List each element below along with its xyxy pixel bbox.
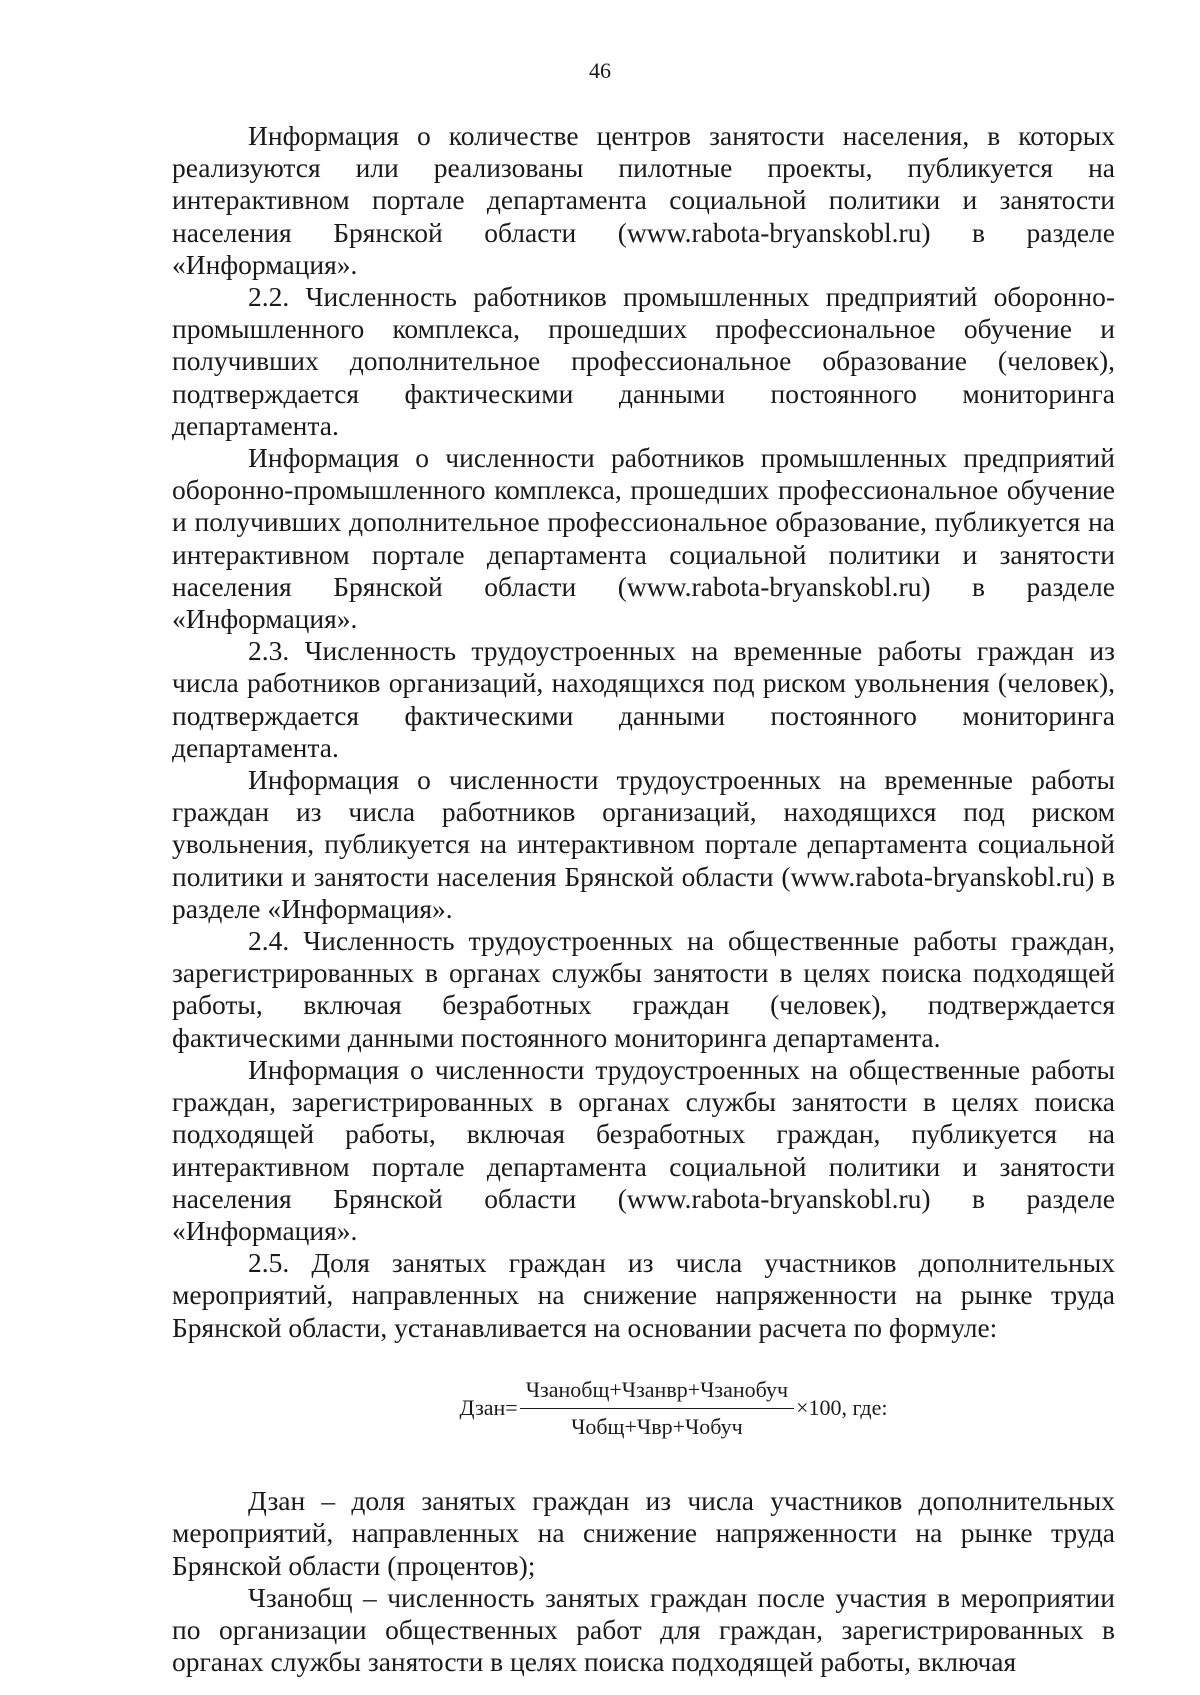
paragraph-2-3-info: Информация о численности трудоустроенных на временные работы граждан из числа работников организаций, находящихся под риском увольнения, публикуется на интерактивном портале департамента социальной политики и занятости населения Брянской области (www.rabota-bryanskobl.ru) в разделе «Информация». <box>172 764 1115 924</box>
page-number: 46 <box>589 58 611 83</box>
paragraph-2-4-info: Информация о численности трудоустроенных на общественные работы граждан, зарегистрированных в органах службы занятости в целях поиска подходящей работы, включая безработных граждан, публикуется на интерактивном портале департамента социальной политики и занятости населения Брянской области (www.rabota-bryanskobl.ru) в разделе «Информация». <box>172 1053 1115 1246</box>
paragraph-2-4: 2.4. Численность трудоустроенных на общественные работы граждан, зарегистрированных в органах службы занятости в целях поиска подходящей работы, включая безработных граждан (человек), подтверждается фактическими данными постоянного мониторинга департамента. <box>172 925 1115 1053</box>
paragraph-2-5: 2.5. Доля занятых граждан из числа участников дополнительных мероприятий, направленных на снижение напряженности на рынке труда Брянской области, устанавливается на основании расчета по формуле: <box>172 1247 1115 1343</box>
formula-denominator: Чобщ+Чвр+Чобуч <box>571 1413 743 1439</box>
paragraph-2-2-info: Информация о численности работников промышленных предприятий оборонно-промышленного комплекса, прошедших профессиональное обучение и получивших дополнительное профессиональное образование, публикуется на интерактивном портале департамента социальной политики и занятости населения Брянской области (www.rabota-bryanskobl.ru) в разделе «Информация». <box>172 442 1115 635</box>
formula-fraction <box>520 1374 794 1443</box>
formula <box>172 1374 1115 1443</box>
formula-numerator: Чзанобщ+Чзанвр+Чзанобуч <box>520 1374 794 1409</box>
document-body <box>172 120 1115 1678</box>
formula-suffix: ×100, где: <box>796 1395 888 1421</box>
paragraph-2-3: 2.3. Численность трудоустроенных на временные работы граждан из числа работников организаций, находящихся под риском увольнения (человек), подтверждается фактическими данными постоянного мониторинга департамента. <box>172 635 1115 763</box>
paragraph-2-2: 2.2. Численность работников промышленных предприятий оборонно-промышленного комплекса, прошедших профессиональное обучение и получивших дополнительное профессиональное образование (человек), подтверждается фактическими данными постоянного мониторинга департамента. <box>172 281 1115 441</box>
paragraph-centers-info: Информация о количестве центров занятости населения, в которых реализуются или реализованы пилотные проекты, публикуется на интерактивном портале департамента социальной политики и занятости населения Брянской области (www.rabota-bryanskobl.ru) в разделе «Информация». <box>172 120 1115 280</box>
paragraph-chzanobsch-definition: Чзанобщ – численность занятых граждан после участия в мероприятии по организации общественных работ для граждан, зарегистрированных в органах службы занятости в целях поиска подходящей работы, включая <box>172 1581 1115 1678</box>
formula-lhs: Дзан= <box>459 1395 518 1421</box>
paragraph-dzan-definition: Дзан – доля занятых граждан из числа участников дополнительных мероприятий, направленных на снижение напряженности на рынке труда Брянской области (процентов); <box>172 1485 1115 1581</box>
